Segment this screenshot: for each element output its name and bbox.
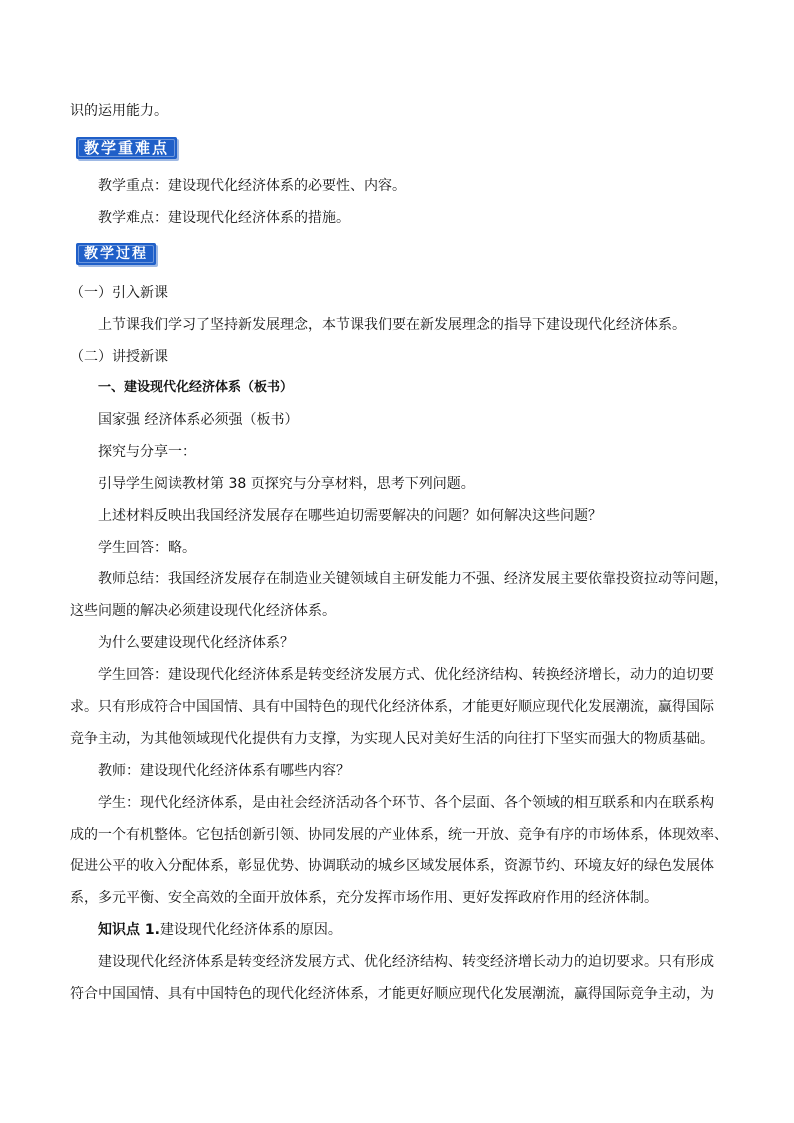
knowledge-point-body-line: 建设现代化经济体系是转变经济发展方式、优化经济结构、转变经济增长动力的迫切要求。只有形成 (98, 954, 714, 970)
student-answer3-line: 促进公平的收入分配体系，彰显优势、协调联动的城乡区域发展体系，资源节约、环境友好的绿色发展体 (70, 858, 714, 874)
knowledge-point-heading (98, 922, 752, 938)
key-point-text: 教学重点：建设现代化经济体系的必要性、内容。 (98, 178, 406, 194)
student-answer3-line: 学生：现代化经济体系，是由社会经济活动各个环节、各个层面、各个领域的相互联系和内在联系构 (98, 795, 714, 811)
teacher-summary-line: 这些问题的解决必须建设现代化经济体系。 (70, 603, 336, 619)
teacher-summary-line: 教师总结：我国经济发展存在制造业关键领域自主研发能力不强、经济发展主要依靠投资拉动等问题， (98, 571, 728, 587)
topic1-heading: 一、建设现代化经济体系（板书） (98, 380, 294, 395)
student-answer2-line: 学生回答：建设现代化经济体系是转变经济发展方式、优化经济结构、转换经济增长，动力的迫切要 (98, 667, 714, 683)
knowledge-point-label: 知识点 1. (98, 922, 160, 938)
board-note: 国家强 经济体系必须强（板书） (98, 412, 299, 428)
knowledge-point-body-line: 符合中国国情、具有中国特色的现代化经济体系，才能更好顺应现代化发展潮流，赢得国际竞争主动，为 (70, 986, 714, 1002)
student-answer3-line: 成的一个有机整体。它包括创新引领、协同发展的产业体系，统一开放、竞争有序的市场体系，体现效率、 (70, 827, 728, 843)
student-answer1: 学生回答：略。 (98, 540, 196, 556)
section-title-process: 教学过程 (76, 243, 156, 265)
guide-text: 引导学生阅读教材第 38 页探究与分享材料，思考下列问题。 (98, 476, 475, 492)
step1-heading: （一）引入新课 (70, 285, 168, 301)
teacher-question: 教师：建设现代化经济体系有哪些内容？ (98, 763, 350, 779)
difficult-point-text: 教学难点：建设现代化经济体系的措施。 (98, 210, 350, 226)
student-answer2-line: 求。只有形成符合中国国情、具有中国特色的现代化经济体系，才能更好顺应现代化发展潮流，赢得国际 (70, 699, 714, 715)
section-title-difficulty: 教学重难点 (76, 137, 177, 159)
explore-title: 探究与分享一： (98, 444, 196, 460)
step2-heading: （二）讲授新课 (70, 349, 168, 365)
student-answer3-line: 系，多元平衡、安全高效的全面开放体系，充分发挥市场作用、更好发挥政府作用的经济体制。 (70, 890, 658, 906)
intro-tail-text: 识的运用能力。 (70, 103, 168, 119)
student-answer2-line: 竞争主动，为其他领域现代化提供有力支撑，为实现人民对美好生活的向往打下坚实而强大的物质基础。 (70, 731, 714, 747)
knowledge-point-text: 建设现代化经济体系的原因。 (159, 922, 342, 938)
step1-text: 上节课我们学习了坚持新发展理念，本节课我们要在新发展理念的指导下建设现代化经济体系。 (98, 317, 686, 333)
question1-text: 上述材料反映出我国经济发展存在哪些迫切需要解决的问题？如何解决这些问题？ (98, 508, 602, 524)
question2-text: 为什么要建设现代化经济体系？ (98, 635, 294, 651)
